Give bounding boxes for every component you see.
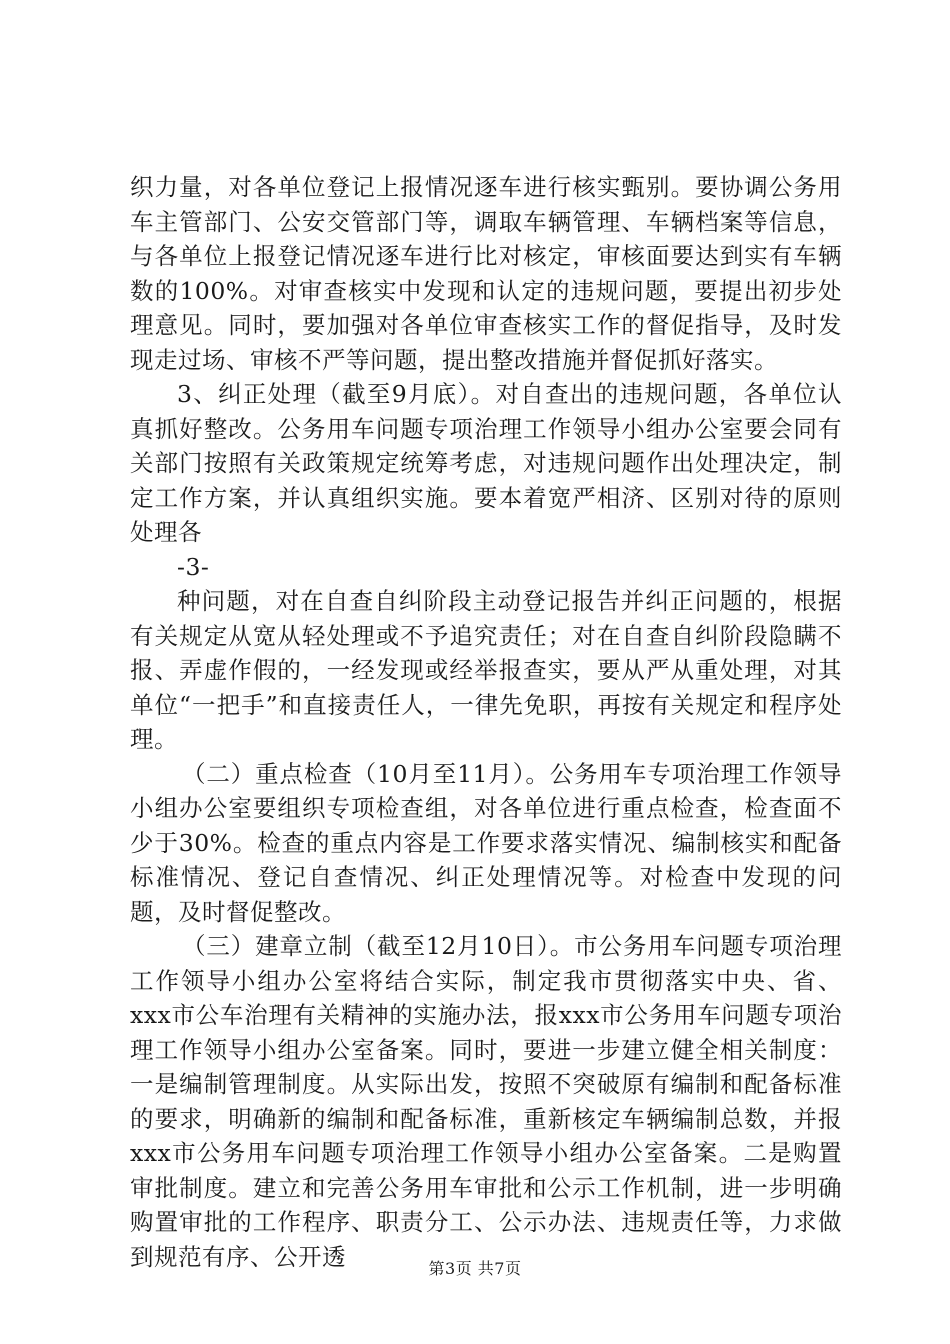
paragraph-2: 3、纠正处理（截至9月底）。对自查出的违规问题，各单位认真抓好整改。公务用车问题专项治理工作领导小组办公室要会同有关部门按照有关政策规定统筹考虑，对违规问题作出处理决定，制定工作方案，并认真组织实施。要本着宽严相济、区别对待的原则处理各 (130, 380, 842, 546)
paragraph-3: 种问题，对在自查自纠阶段主动登记报告并纠正问题的，根据有关规定从宽从轻处理或不予追究责任；对在自查自纠阶段隐瞒不报、弄虚作假的，一经发现或经举报查实，要从严从重处理，对其单位“一把手”和直接责任人，一律先免职，再按有关规定和程序处理。 (130, 587, 842, 753)
paragraph-1: 织力量，对各单位登记上报情况逐车进行核实甄别。要协调公务用车主管部门、公安交管部门等，调取车辆管理、车辆档案等信息，与各单位上报登记情况逐车进行比对核定，审核面要达到实有车辆数的100%。对审查核实中发现和认定的违规问题，要提出初步处理意见。同时，要加强对各单位审查核实工作的督促指导，及时发现走过场、审核不严等问题，提出整改措施并督促抓好落实。 (130, 173, 842, 374)
paragraph-5: （三）建章立制（截至12月10日）。市公务用车问题专项治理工作领导小组办公室将结合实际，制定我市贯彻落实中央、省、xxx市公车治理有关精神的实施办法，报xxx市公务用车问题专项治理工作领导小组办公室备案。同时，要进一步建立健全相关制度：一是编制管理制度。从实际出发，按照不突破原有编制和配备标准的要求，明确新的编制和配备标准，重新核定车辆编制总数，并报xxx市公务用车问题专项治理工作领导小组办公室备案。二是购置审批制度。建立和完善公务用车审批和公示工作机制，进一步明确购置审批的工作程序、职责分工、公示办法、违规责任等，力求做到规范有序、公开透 (130, 932, 842, 1271)
page-footer: 第3页 共7页 (428, 1259, 522, 1278)
document-body (130, 170, 842, 1274)
paragraph-4: （二）重点检查（10月至11月）。公务用车专项治理工作领导小组办公室要组织专项检查组，对各单位进行重点检查，检查面不少于30%。检查的重点内容是工作要求落实情况、编制核实和配备标准情况、登记自查情况、纠正处理情况等。对检查中发现的问题，及时督促整改。 (130, 759, 842, 926)
inline-page-number: -3- (177, 552, 210, 581)
